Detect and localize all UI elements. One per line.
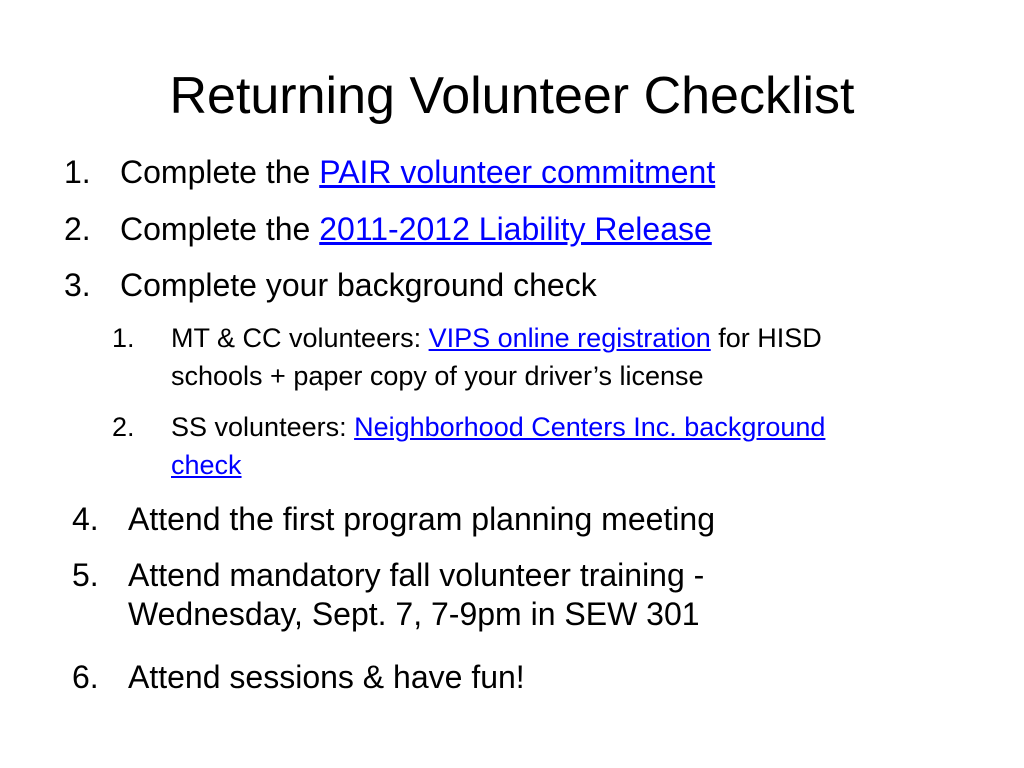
slide-title: Returning Volunteer Checklist: [169, 67, 855, 125]
liability-release-link[interactable]: 2011-2012 Liability Release: [319, 211, 712, 247]
item-text: [128, 556, 704, 634]
pair-volunteer-commitment-link[interactable]: PAIR volunteer commitment: [319, 154, 716, 190]
subitem-text: [171, 408, 825, 484]
item-line1: Attend mandatory fall volunteer training -: [128, 557, 705, 593]
item-label: Complete the: [120, 211, 320, 247]
subitem-label: SS volunteers:: [171, 412, 355, 442]
item-number: 2.: [64, 211, 91, 247]
item-number: 3.: [64, 267, 91, 303]
subitem-number: 1.: [112, 323, 135, 353]
item-text: Attend the first program planning meeting: [128, 501, 715, 537]
item-label: Complete the: [120, 154, 320, 190]
item-number: 5.: [72, 557, 99, 593]
neighborhood-centers-background-check-link-continued[interactable]: check: [171, 450, 242, 480]
vips-online-registration-link[interactable]: VIPS online registration: [428, 323, 711, 353]
item-text: [120, 153, 715, 192]
subitem-label-after: for HISD: [710, 323, 822, 353]
subitem-line2: schools + paper copy of your driver’s license: [171, 361, 704, 391]
item-text: [120, 210, 712, 249]
subitem-label: MT & CC volunteers:: [171, 323, 429, 353]
subitem-number: 2.: [112, 412, 135, 442]
neighborhood-centers-background-check-link[interactable]: Neighborhood Centers Inc. background: [354, 412, 826, 442]
subitem-text: [171, 319, 822, 395]
item-number: 1.: [64, 154, 91, 190]
item-text: Complete your background check: [120, 267, 597, 303]
item-line2: Wednesday, Sept. 7, 7-9pm in SEW 301: [128, 596, 700, 632]
item-text: Attend sessions & have fun!: [128, 659, 525, 695]
item-number: 6.: [72, 659, 99, 695]
item-number: 4.: [72, 501, 99, 537]
